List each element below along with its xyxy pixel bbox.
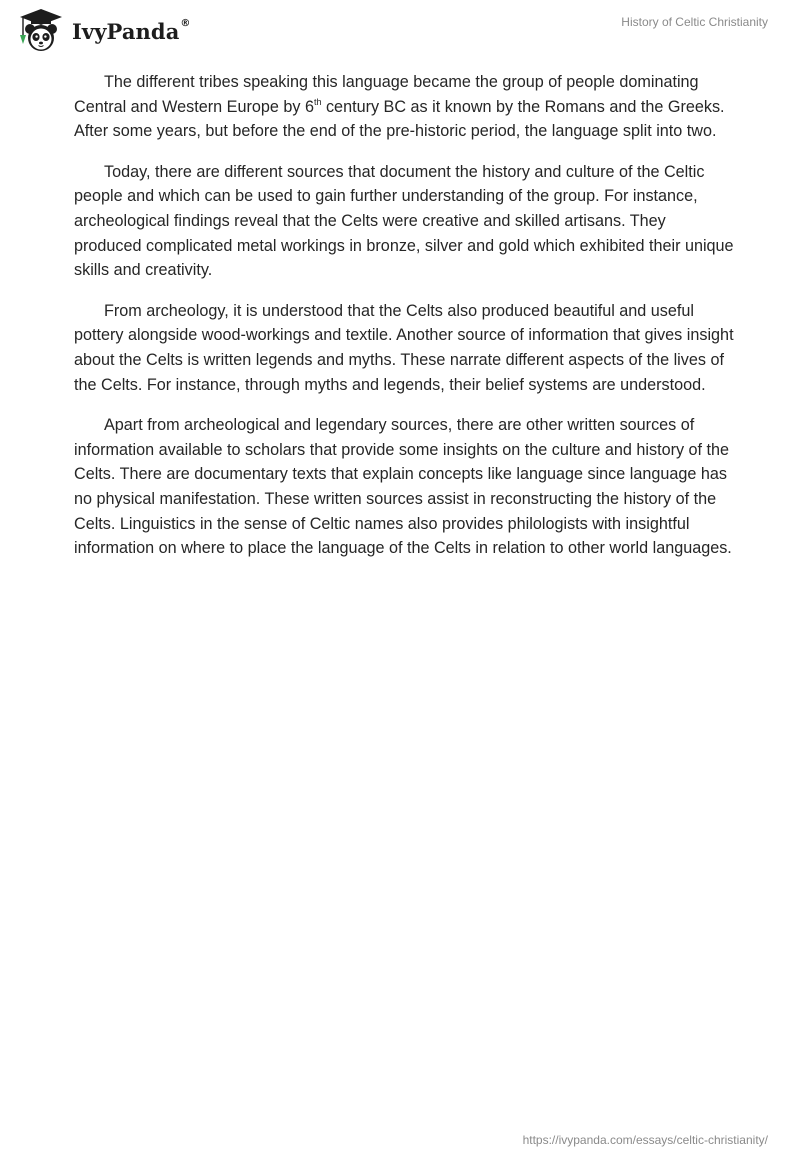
- paragraph-1: [74, 70, 734, 144]
- source-url-link[interactable]: https://ivypanda.com/essays/celtic-christianity/: [522, 1133, 768, 1147]
- document-title: History of Celtic Christianity: [621, 15, 768, 29]
- paragraph-1-text-a: The different tribes speaking this language became the group of people dominating Central and Western Europe by 6: [74, 73, 699, 116]
- essay-body: [74, 70, 734, 577]
- paragraph-4: Apart from archeological and legendary sources, there are other written sources of information available to scholars that provide some insights on the culture and history of the Celts. There are documentary texts that explain concepts like language since language has no physical manifestation. These written sources assist in reconstructing the history of the Celts. Linguistics in the sense of Celtic names also provides philologists with insightful information on where to place the language of the Celts in relation to other world languages.: [74, 416, 732, 558]
- paragraph-2: Today, there are different sources that document the history and culture of the Celtic people and which can be used to gain further understanding of the group. For instance, archeological findings reveal that the Celts were creative and skilled artisans. They produced complicated metal workings in bronze, silver and gold which exhibited their unique skills and creativity.: [74, 162, 734, 280]
- page-header: [0, 0, 800, 60]
- ivypanda-logo[interactable]: [16, 8, 191, 54]
- brand-name: IvyPanda: [72, 18, 180, 44]
- ordinal-suffix: th: [313, 96, 322, 107]
- paragraph-1-text-b: century BC as it known by the Romans and the Greeks. After some years, but before the end of the pre-historic period, the language split into two.: [74, 97, 725, 141]
- paragraph-3: From archeology, it is understood that the Celts also produced beautiful and useful pottery alongside wood-workings and textile. Another source of information that gives insight about the Celts is written legends and myths. These narrate different aspects of the lives of the Celts. For instance, through myths and legends, their belief systems are understood.: [74, 301, 734, 394]
- panda-graduate-icon: [16, 8, 66, 54]
- brand-wordmark: [72, 19, 191, 44]
- registered-mark: ®: [180, 17, 191, 29]
